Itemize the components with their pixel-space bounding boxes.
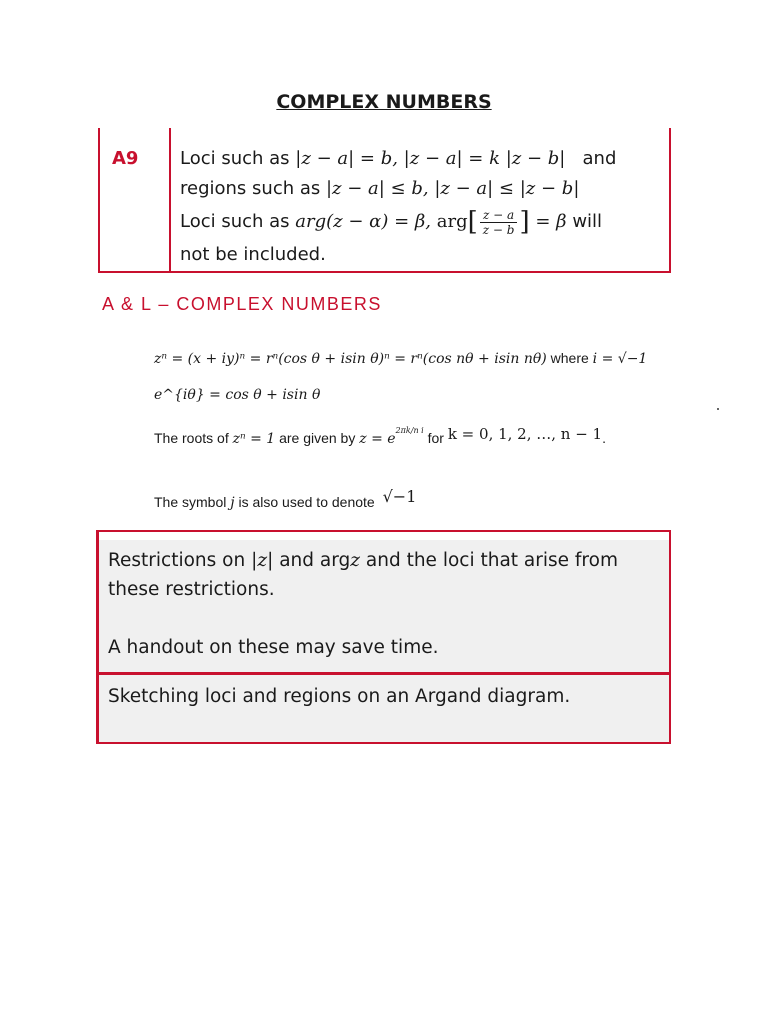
table-border — [96, 672, 671, 675]
stray-mark — [717, 408, 719, 410]
handout-note: A handout on these may save time. — [108, 637, 439, 658]
a9-description — [180, 144, 664, 270]
denominator: z − b — [482, 222, 515, 237]
fraction — [480, 208, 518, 237]
math-expression: = β — [535, 211, 567, 232]
sketching-cell: Sketching loci and regions on an Argand diagram. — [108, 686, 571, 707]
section-heading: A & L – COMPLEX NUMBERS — [102, 294, 382, 314]
formula-symbol-j — [154, 487, 417, 511]
table-border — [669, 530, 671, 744]
text: will — [572, 211, 603, 232]
table-gap — [99, 532, 669, 540]
math-expression: √−1 — [382, 487, 417, 506]
restrictions-line-1 — [108, 546, 668, 575]
text: The roots of — [154, 430, 233, 446]
formula-de-moivre — [154, 350, 647, 367]
a9-line-3 — [180, 204, 664, 240]
restrictions-table — [96, 530, 671, 744]
text: and arg — [273, 550, 351, 571]
a9-table — [98, 128, 671, 273]
right-bracket: ] — [519, 207, 530, 237]
text: Loci such as — [180, 148, 296, 169]
text: where — [546, 350, 593, 366]
table-border — [169, 128, 171, 273]
text: The symbol — [154, 494, 231, 510]
math-expression: |z − a| = k |z − b| — [403, 148, 566, 169]
math-expression: z = e — [359, 431, 396, 447]
left-bracket: [ — [467, 207, 478, 237]
table-border — [96, 530, 671, 532]
formula-roots-of-unity — [154, 426, 606, 447]
math-expression: zⁿ = 1 — [232, 431, 276, 447]
math-expression: k = 0, 1, 2, …, n − 1 — [447, 425, 603, 443]
text: is also used to denote — [234, 494, 379, 510]
math-expression: arg(z − α) = β, — [295, 211, 432, 232]
math-expression: zⁿ = (x + iy)ⁿ = rⁿ(cos θ + isin θ)ⁿ = rⁿ(cos nθ + isin nθ) — [154, 351, 547, 367]
text: are given by — [275, 430, 360, 446]
math-expression: i = √−1 — [592, 351, 648, 367]
math-expression: |z − a| ≤ b, — [325, 178, 429, 199]
numerator: z − a — [480, 208, 518, 223]
a9-code: A9 — [112, 148, 139, 169]
page-title: COMPLEX NUMBERS — [276, 91, 492, 113]
text: Restrictions on — [108, 550, 252, 571]
text: and the loci that arise from — [360, 550, 618, 571]
text: for — [423, 430, 448, 446]
math-expression: arg — [436, 211, 468, 232]
text: . — [602, 430, 606, 446]
text: Loci such as — [180, 211, 296, 232]
text: regions such as — [180, 178, 326, 199]
a9-line-1 — [180, 144, 664, 174]
math-expression: z — [350, 550, 361, 571]
math-expression: |z| — [251, 550, 274, 571]
table-border — [96, 530, 99, 744]
a9-line-4 — [180, 240, 664, 270]
math-expression: j — [230, 495, 235, 511]
exponent: 2πk/n i — [395, 426, 424, 435]
spacer — [108, 604, 668, 633]
table-border — [98, 128, 100, 273]
text: not be included. — [180, 244, 326, 265]
formula-euler — [154, 386, 320, 403]
math-expression: |z − a| ≤ |z − b| — [434, 178, 580, 199]
a9-line-2 — [180, 174, 664, 204]
restrictions-line-2: these restrictions. — [108, 579, 275, 600]
math-expression: e^{iθ} = cos θ + isin θ — [154, 387, 321, 403]
table-border — [96, 742, 671, 744]
text: and — [582, 148, 617, 169]
math-expression: |z − a| = b, — [295, 148, 398, 169]
restrictions-cell — [108, 546, 668, 662]
